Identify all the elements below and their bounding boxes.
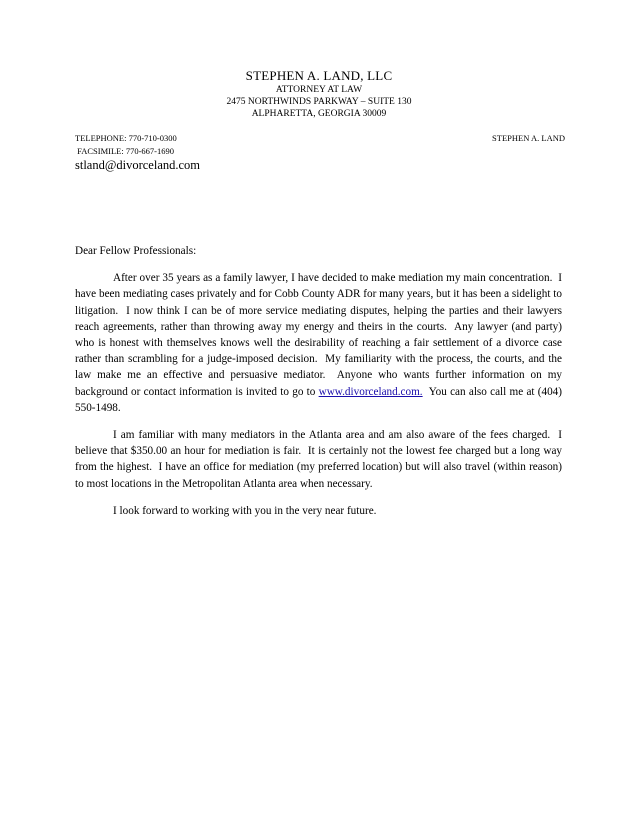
salutation: Dear Fellow Professionals: [75,245,197,257]
letter-body [75,243,565,530]
paragraph-closing: I look forward to working with you in the very near future. [113,504,377,517]
email-address: stland@divorceland.com [75,158,201,172]
firm-address-line1: 2475 NORTHWINDS PARKWAY – SUITE 130 [226,97,412,107]
letterhead [0,68,638,120]
firm-address-line2: ALPHARETTA, GEORGIA 30009 [251,109,387,119]
paragraph-intro-text: After over 35 years as a family lawyer, I have decided to make mediation my main concentration. I have been mediating cases privately and for Cobb County ADR for many years, but it has been a sidelight to litigation. I now think I can be of more service mediating disputes, helping the parties and their lawyers reach agreements, rather than throwing away my energy and theirs in the courts. Any lawyer (and party) who is honest with themselves knows well the desirability of reaching a fair settlement of a divorce case rather than scrambling for a judge-imposed decision. My familiarity with the process, the courts, and the law make me an effective and persuasive mediator. Anyone who wants further information on my background or contact information is invited to go to [75,272,565,398]
contact-block [75,132,565,158]
telephone-number: TELEPHONE: 770-710-0300 [75,133,177,143]
firm-name: STEPHEN A. LAND, LLC [245,68,393,83]
paragraph-intro [75,270,565,416]
facsimile-number: FACSIMILE: 770-667-1690 [75,146,175,156]
website-link[interactable]: www.divorceland.com. [318,385,423,398]
paragraph-fees: I am familiar with many mediators in the Atlanta area and am also aware of the fees charged. I believe that $350.00 an hour for mediation is fair. It is certainly not the lowest fee charged but a long way from the highest. I have an office for mediation (my preferred location) but will also travel (within reason) to most locations in the Metropolitan Atlanta area when necessary. [75,429,565,490]
paragraph-intro-phone: You can also call me at (404) 550-1498. [75,385,565,414]
signatory-name: STEPHEN A. LAND [492,133,565,143]
firm-title: ATTORNEY AT LAW [275,85,363,95]
